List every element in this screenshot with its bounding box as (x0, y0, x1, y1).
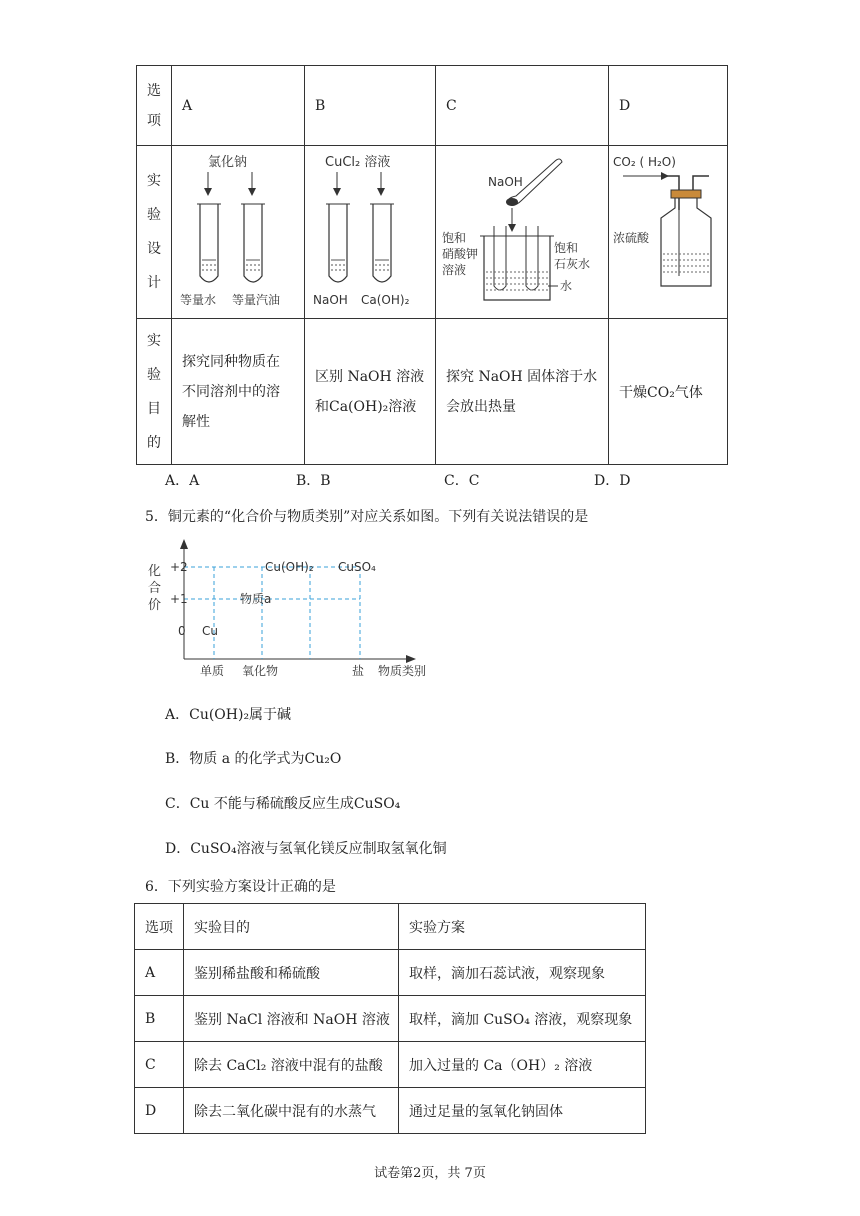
gas-bottle-figure-d (609, 146, 727, 314)
q4-fig-d (609, 146, 728, 319)
q4-fig-b (305, 146, 436, 319)
chart-label-cuoh2: Cu(OH)₂ (265, 560, 314, 574)
beaker-figure-c (436, 146, 608, 314)
q6-row-a-purpose: 鉴别稀盐酸和稀硫酸 (184, 950, 399, 996)
svg-text:CuCl₂ 溶液: CuCl₂ 溶液 (325, 155, 391, 170)
svg-text:水: 水 (560, 279, 573, 293)
svg-text:等量水: 等量水 (180, 293, 217, 307)
svg-text:饱和: 饱和 (554, 241, 579, 255)
q6-table (134, 903, 646, 1134)
q6-header-plan: 实验方案 (399, 904, 646, 950)
chart-label-cu: Cu (202, 624, 218, 638)
chart-ylabel-vert: 化合价 (148, 564, 162, 613)
q4-design-label: 实验设计 (137, 146, 172, 319)
q5-stem: 5．铜元素的“化合价与物质类别”对应关系如图。下列有关说法错误的是 (145, 509, 589, 525)
svg-text:溶液: 溶液 (442, 263, 467, 277)
q6-row-c-option: C (135, 1042, 184, 1088)
svg-text:CO₂ ( H₂O): CO₂ ( H₂O) (613, 155, 676, 169)
q4-option-a: A．A (165, 473, 200, 489)
q6-row-b-plan: 取样，滴加 CuSO₄ 溶液，观察现象 (399, 996, 646, 1042)
q4-purpose-a: 探究同种物质在不同溶剂中的溶解性 (172, 319, 305, 465)
test-tubes-figure-a (172, 146, 304, 314)
chart-label-cuso4: CuSO₄ (338, 560, 376, 574)
q6-row-d-plan: 通过足量的氢氧化钠固体 (399, 1088, 646, 1134)
test-tubes-figure-b (305, 146, 435, 314)
q4-purpose-d: 干燥CO₂气体 (609, 319, 728, 465)
q4-purpose-c: 探究 NaOH 固体溶于水会放出热量 (436, 319, 609, 465)
q4-fig-a (172, 146, 305, 319)
q6-row-a-plan: 取样，滴加石蕊试液，观察现象 (399, 950, 646, 996)
q5-option-c: C．Cu 不能与稀硫酸反应生成CuSO₄ (165, 796, 401, 812)
q6-row-a-option: A (135, 950, 184, 996)
q6-stem: 6．下列实验方案设计正确的是 (145, 879, 336, 895)
q6-row-d-purpose: 除去二氧化碳中混有的水蒸气 (184, 1088, 399, 1134)
q4-table (136, 65, 728, 465)
svg-text:浓硫酸: 浓硫酸 (613, 231, 650, 245)
q5-valence-chart (140, 535, 440, 685)
q6-row-c-plan: 加入过量的 Ca（OH）₂ 溶液 (399, 1042, 646, 1088)
svg-text:饱和: 饱和 (442, 231, 467, 245)
q5-option-d: D．CuSO₄溶液与氢氧化镁反应制取氢氧化铜 (165, 841, 447, 857)
svg-text:NaOH: NaOH (313, 293, 348, 307)
q4-purpose-label: 实验目的 (137, 319, 172, 465)
q5-option-a: A．Cu(OH)₂属于碱 (165, 707, 292, 723)
chart-xlabel: 物质类别 (378, 664, 427, 678)
q6-row-b-purpose: 鉴别 NaCl 溶液和 NaOH 溶液 (184, 996, 399, 1042)
q4-header-label: 选项 (137, 66, 172, 146)
q4-option-d: D．D (594, 473, 631, 489)
q4-purpose-b: 区别 NaOH 溶液 和Ca(OH)₂溶液 (305, 319, 436, 465)
chart-xtick: 单质 (200, 664, 225, 678)
chart-xtick: 氧化物 (242, 664, 279, 678)
q6-row-d-option: D (135, 1088, 184, 1134)
chart-ytick: +1 (170, 592, 188, 606)
chart-ytick: 0 (178, 624, 186, 638)
fig-a-top-label: 氯化钠 (208, 155, 248, 170)
svg-text:硝酸钾: 硝酸钾 (442, 247, 479, 261)
q6-row-b-option: B (135, 996, 184, 1042)
page-footer: 试卷第2页，共 7页 (374, 1166, 486, 1181)
q4-header-a: A (172, 66, 305, 146)
q4-header-c: C (436, 66, 609, 146)
chart-ytick: +2 (170, 560, 188, 574)
q4-header-b: B (305, 66, 436, 146)
q4-option-b: B．B (296, 473, 331, 489)
chart-xtick: 盐 (352, 664, 365, 678)
q6-header-purpose: 实验目的 (184, 904, 399, 950)
q6-row-c-purpose: 除去 CaCl₂ 溶液中混有的盐酸 (184, 1042, 399, 1088)
svg-text:石灰水: 石灰水 (554, 257, 591, 271)
svg-text:Ca(OH)₂: Ca(OH)₂ (361, 293, 410, 307)
q4-header-d: D (609, 66, 728, 146)
q6-header-option: 选项 (135, 904, 184, 950)
q5-option-b: B．物质 a 的化学式为Cu₂O (165, 751, 342, 767)
svg-text:NaOH: NaOH (488, 175, 523, 189)
q4-fig-c (436, 146, 609, 319)
svg-text:等量汽油: 等量汽油 (232, 293, 281, 307)
q4-option-c: C．C (444, 473, 480, 489)
chart-label-a: 物质a (240, 592, 272, 606)
